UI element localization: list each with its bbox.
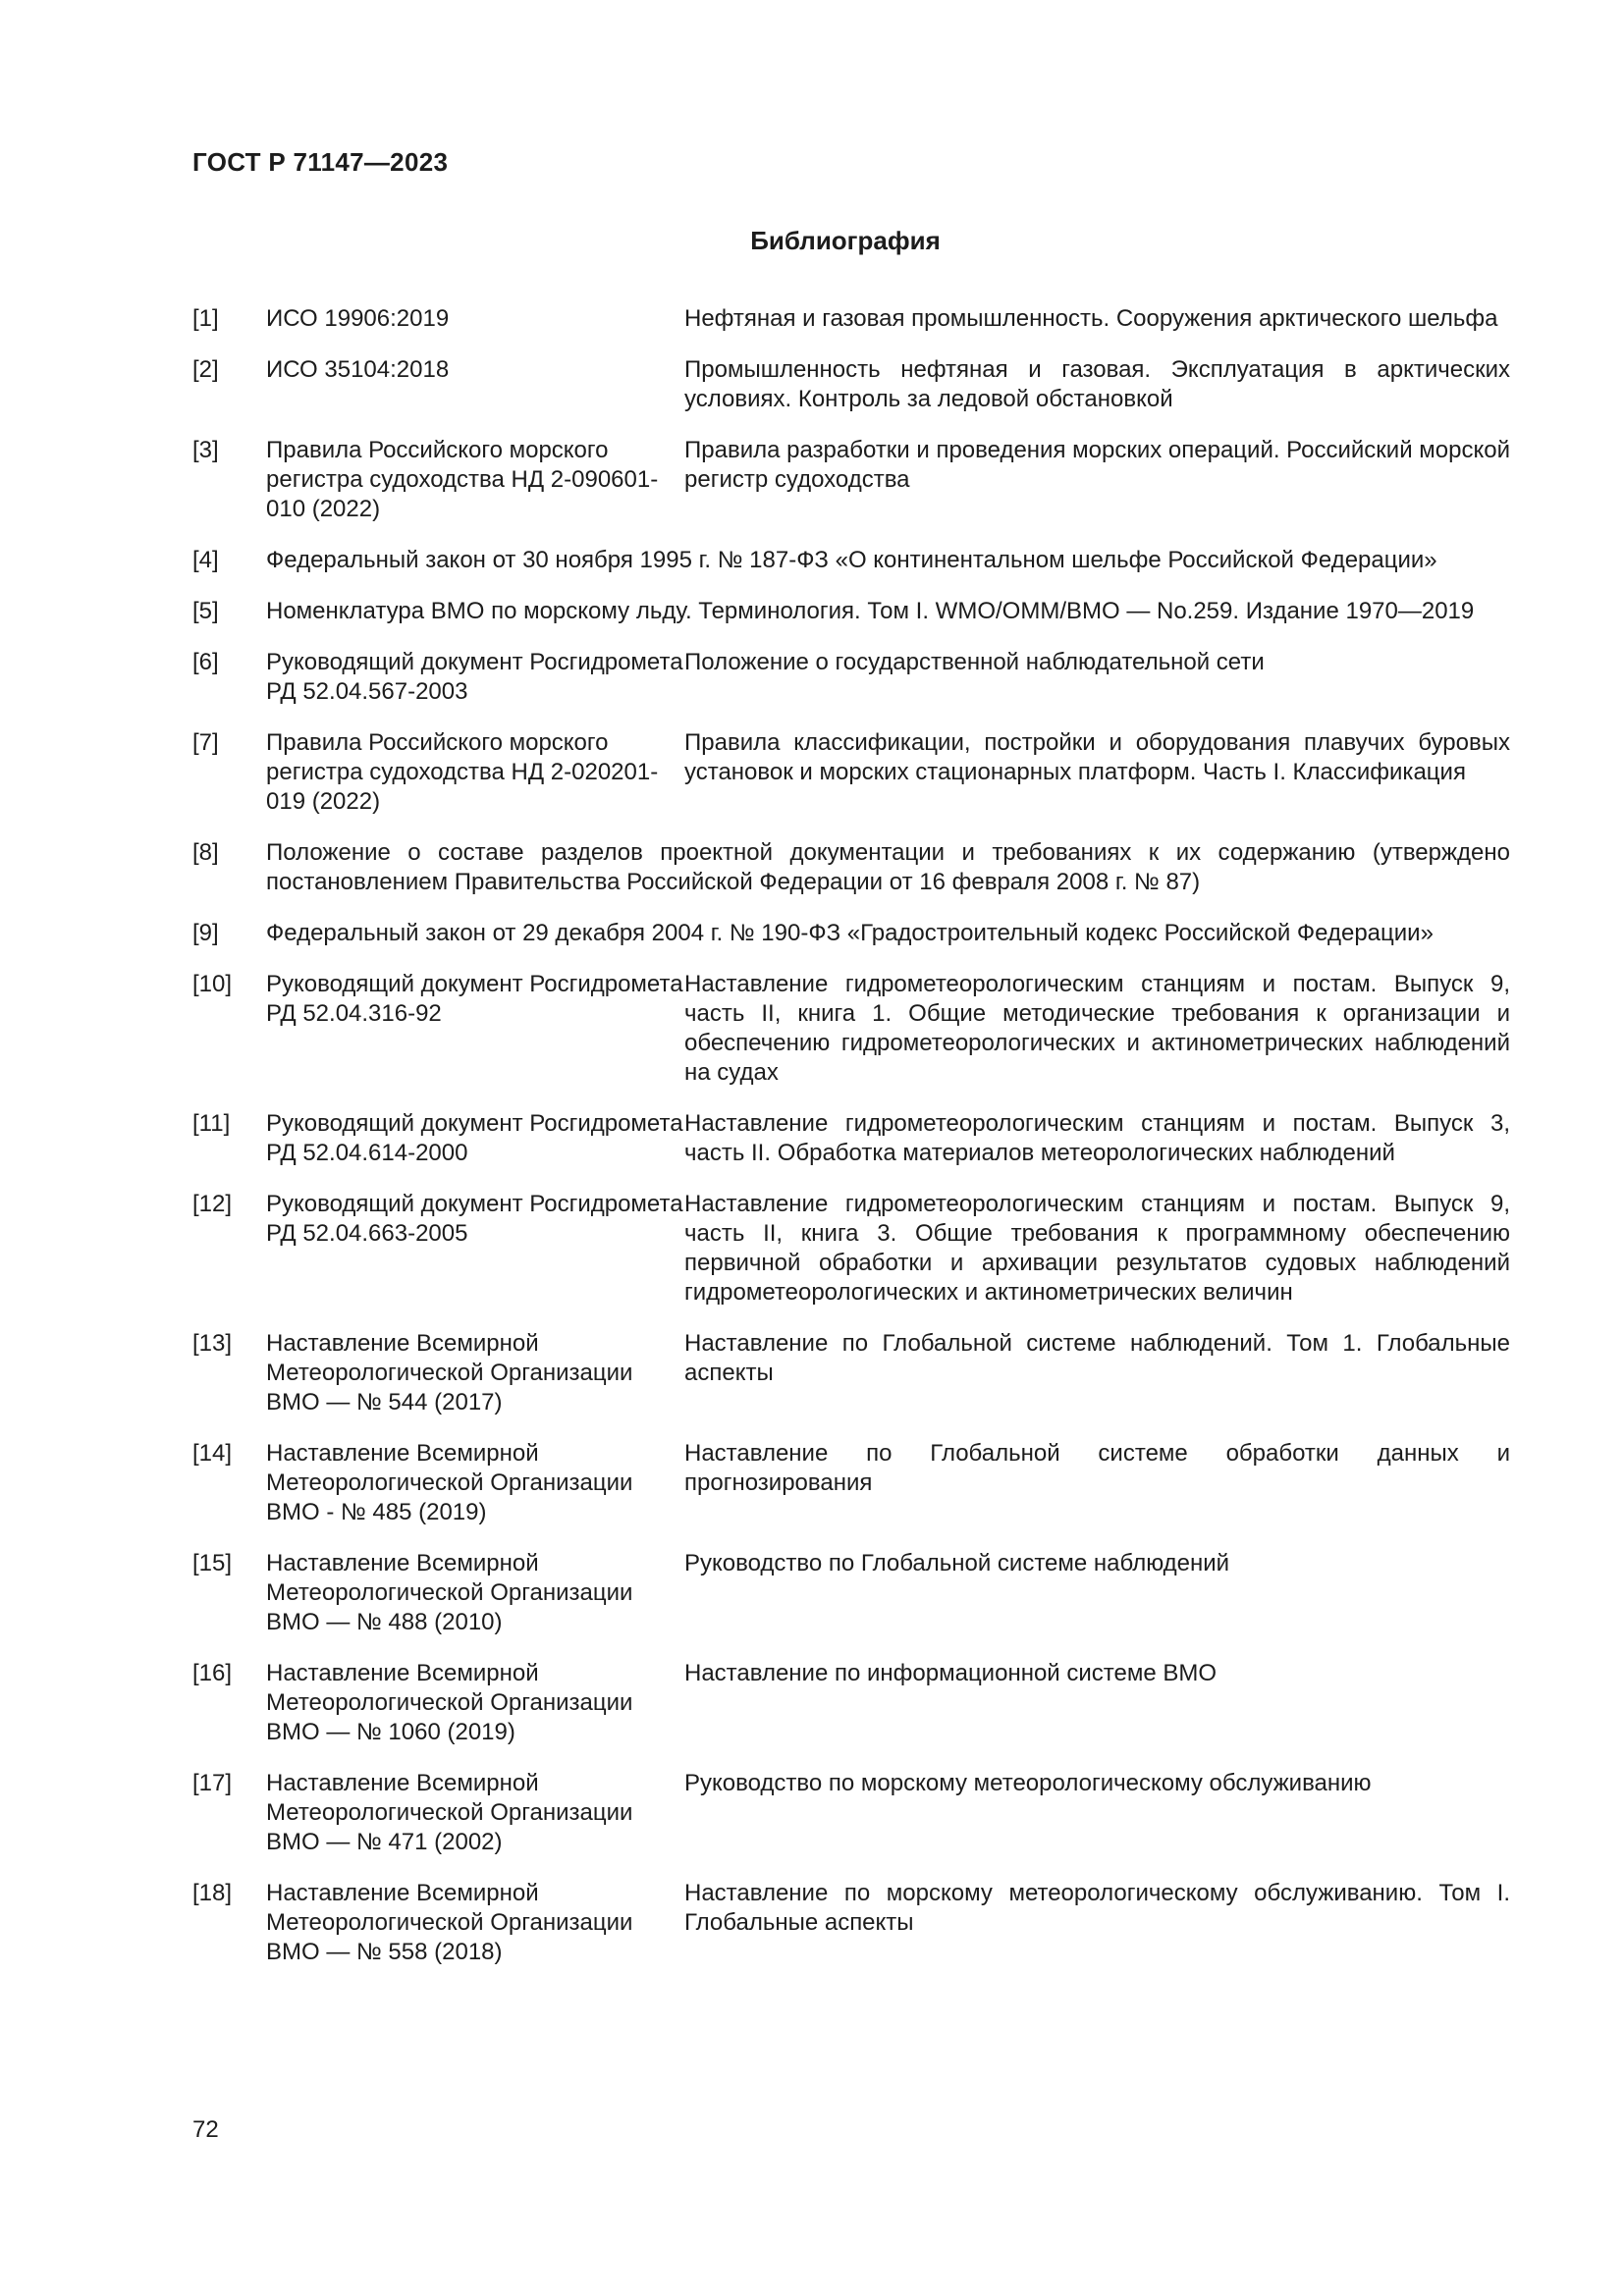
section-title: Библиография: [750, 226, 941, 255]
ref-number: [13]: [192, 1330, 233, 1357]
ref-number: [17]: [192, 1770, 233, 1796]
ref-number: [6]: [192, 649, 219, 675]
ref-title: Правила разработки и проведения морских операций. Российский морской регистр судоходства: [684, 437, 1510, 493]
bib-entry: [192, 1879, 1510, 1967]
ref-title: Нефтяная и газовая промышленность. Сооружения арктического шельфа: [684, 305, 1498, 332]
ref-full-text: Федеральный закон от 29 декабря 2004 г. № 190-ФЗ «Градостроительный кодекс Российской Федерации»: [266, 920, 1434, 946]
ref-title: Положение о государственной наблюдательной сети: [684, 649, 1265, 675]
ref-number: [11]: [192, 1110, 231, 1137]
ref-number: [7]: [192, 729, 219, 756]
ref-number: [4]: [192, 547, 219, 573]
bib-entry: [192, 1439, 1510, 1527]
ref-source: Правила Российского морского регистра судоходства НД 2-020201-019 (2022): [266, 729, 659, 815]
bib-entry: [192, 436, 1510, 524]
ref-source: Руководящий документ Росгидромета РД 52.04.567-2003: [266, 649, 683, 705]
ref-title: Промышленность нефтяная и газовая. Эксплуатация в арктических условиях. Контроль за ледовой обстановкой: [684, 356, 1510, 412]
bib-entry: [192, 1549, 1510, 1637]
ref-number: [12]: [192, 1191, 233, 1217]
ref-full-text: Положение о составе разделов проектной документации и требованиях к их содержанию (утверждено постановлением Правительства Российской Федерации от 16 февраля 2008 г. № 87): [266, 839, 1510, 895]
bib-entry: [192, 1329, 1510, 1417]
ref-source: Руководящий документ Росгидромета РД 52.04.614-2000: [266, 1110, 683, 1166]
ref-title: Наставление гидрометеорологическим станциям и постам. Выпуск 9, часть II, книга 3. Общие требования к программному обеспечению первичной обработки и архивации результатов судовых наблюдений гидрометеорологических и актинометрических величин: [684, 1191, 1510, 1306]
ref-number: [9]: [192, 920, 219, 946]
ref-number: [18]: [192, 1880, 233, 1906]
page-number: 72: [192, 2116, 219, 2143]
bib-entry: [192, 1109, 1510, 1168]
ref-source: Наставление Всемирной Метеорологической Организации ВМО — № 1060 (2019): [266, 1660, 633, 1745]
ref-number: [2]: [192, 356, 219, 383]
ref-source: Руководящий документ Росгидромета РД 52.04.316-92: [266, 971, 683, 1027]
ref-number: [14]: [192, 1440, 233, 1467]
ref-title: Наставление по информационной системе ВМО: [684, 1660, 1218, 1686]
bib-entry: [192, 648, 1510, 707]
bib-entry: [192, 838, 1510, 897]
ref-source: Правила Российского морского регистра судоходства НД 2-090601-010 (2022): [266, 437, 659, 522]
bib-entry: [192, 1190, 1510, 1308]
bib-entry: [192, 970, 1510, 1088]
document-code: ГОСТ Р 71147—2023: [192, 147, 449, 177]
bib-entry: [192, 304, 1510, 334]
bib-entry: [192, 546, 1510, 575]
ref-number: [1]: [192, 305, 219, 332]
bibliography-list: [192, 304, 1510, 1989]
bib-entry: [192, 728, 1510, 817]
ref-source: Наставление Всемирной Метеорологической Организации ВМО — № 471 (2002): [266, 1770, 633, 1855]
bib-entry: [192, 919, 1510, 948]
ref-full-text: Федеральный закон от 30 ноября 1995 г. № 187-ФЗ «О континентальном шельфе Российской Федерации»: [266, 547, 1437, 573]
ref-title: Руководство по Глобальной системе наблюдений: [684, 1550, 1230, 1576]
ref-title: Наставление гидрометеорологическим станциям и постам. Выпуск 9, часть II, книга 1. Общие методические требования к организации и обеспечению гидрометеорологических и актинометрических наблюдений на судах: [684, 971, 1510, 1086]
ref-source: Наставление Всемирной Метеорологической Организации ВМО — № 544 (2017): [266, 1330, 633, 1415]
ref-source: Наставление Всемирной Метеорологической Организации ВМО - № 485 (2019): [266, 1440, 633, 1525]
bib-entry: [192, 355, 1510, 414]
bib-entry: [192, 597, 1510, 626]
ref-source: ИСО 19906:2019: [266, 305, 450, 332]
ref-source: Наставление Всемирной Метеорологической Организации ВМО — № 558 (2018): [266, 1880, 633, 1965]
ref-full-text: Номенклатура ВМО по морскому льду. Терминология. Том I. WMO/OMM/ВМО — No.259. Издание 1970—2019: [266, 598, 1475, 624]
ref-title: Наставление по морскому метеорологическому обслуживанию. Том I. Глобальные аспекты: [684, 1880, 1510, 1936]
ref-source: ИСО 35104:2018: [266, 356, 450, 383]
ref-number: [3]: [192, 437, 219, 463]
ref-number: [15]: [192, 1550, 233, 1576]
bib-entry: [192, 1769, 1510, 1857]
bib-entry: [192, 1659, 1510, 1747]
ref-title: Наставление гидрометеорологическим станциям и постам. Выпуск 3, часть II. Обработка материалов метеорологических наблюдений: [684, 1110, 1510, 1166]
ref-number: [8]: [192, 839, 219, 866]
ref-title: Руководство по морскому метеорологическому обслуживанию: [684, 1770, 1372, 1796]
ref-title: Наставление по Глобальной системе наблюдений. Том 1. Глобальные аспекты: [684, 1330, 1510, 1386]
ref-source: Руководящий документ Росгидромета РД 52.04.663-2005: [266, 1191, 683, 1247]
ref-title: Правила классификации, постройки и оборудования плавучих буровых установок и морских стационарных платформ. Часть I. Классификация: [684, 729, 1510, 785]
ref-source: Наставление Всемирной Метеорологической Организации ВМО — № 488 (2010): [266, 1550, 633, 1635]
ref-number: [10]: [192, 971, 233, 997]
ref-title: Наставление по Глобальной системе обработки данных и прогнозирования: [684, 1440, 1510, 1496]
ref-number: [5]: [192, 598, 219, 624]
ref-number: [16]: [192, 1660, 233, 1686]
